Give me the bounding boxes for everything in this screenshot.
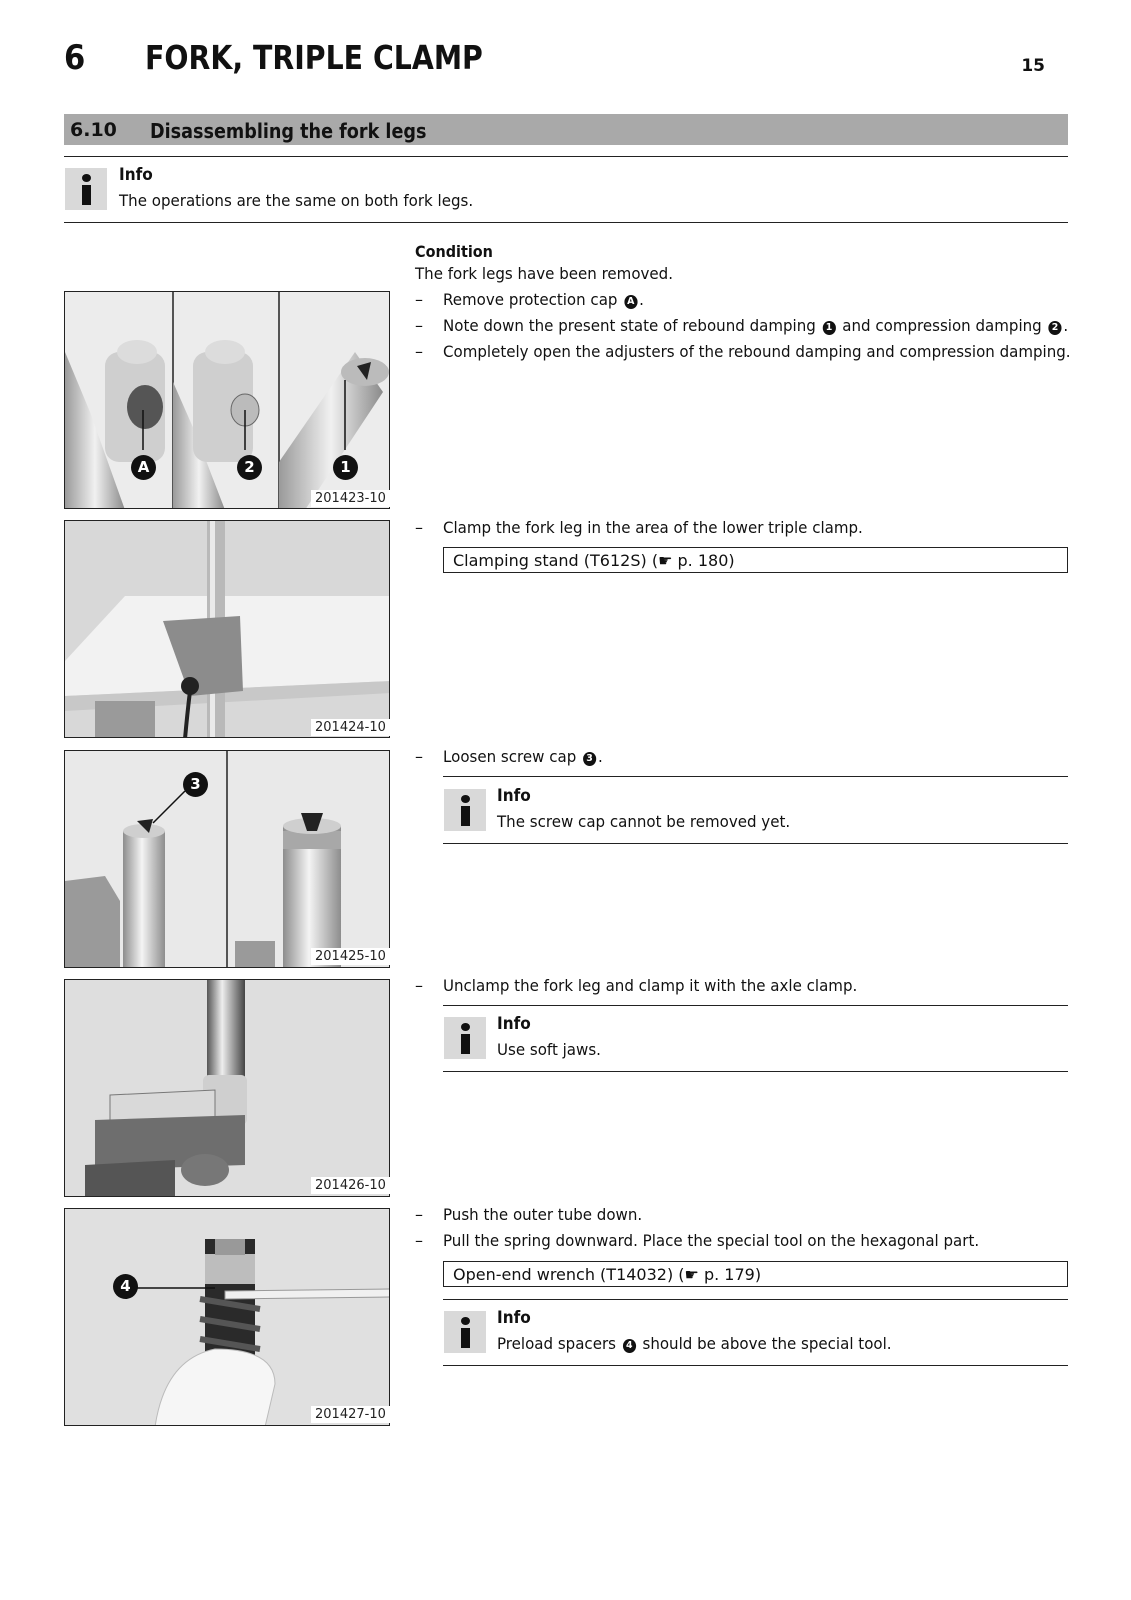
info-icon: [444, 1311, 486, 1353]
divider: [64, 156, 1068, 157]
list-dash: –: [415, 1205, 423, 1224]
info-icon: [444, 1017, 486, 1059]
callout-badge: 3: [583, 752, 596, 766]
callout-badge: 2: [1048, 321, 1061, 335]
list-item: Note down the present state of rebound damping 1 and compression damping 2 .: [443, 316, 1069, 335]
tool-box: Open-end wrench (T14032) (☛ p. 179): [443, 1261, 1068, 1287]
info-heading: Info: [119, 165, 153, 185]
callout-badge: A: [624, 295, 637, 309]
section-number: 6.10: [70, 119, 117, 141]
info-text: The operations are the same on both fork legs.: [119, 191, 474, 210]
list-item: Unclamp the fork leg and clamp it with the axle clamp.: [443, 976, 858, 995]
section-title: Disassembling the fork legs: [150, 119, 427, 143]
info-text: The screw cap cannot be removed yet.: [497, 812, 791, 831]
figure-number: 201424-10: [311, 719, 390, 736]
chapter-title: FORK, TRIPLE CLAMP: [145, 38, 483, 77]
info-icon: [65, 168, 107, 210]
page-number: 15: [1021, 56, 1045, 76]
divider: [443, 1071, 1068, 1072]
list-dash: –: [415, 290, 423, 309]
callout-badge: 4: [113, 1274, 138, 1299]
list-item: Clamp the fork leg in the area of the lower triple clamp.: [443, 518, 863, 537]
list-item: Completely open the adjusters of the rebound damping and compression damping.: [443, 342, 1071, 361]
list-dash: –: [415, 976, 423, 995]
divider: [64, 222, 1068, 223]
figure-number: 201423-10: [311, 490, 390, 507]
info-text: Preload spacers 4 should be above the special tool.: [497, 1334, 892, 1353]
divider: [443, 776, 1068, 777]
info-heading: Info: [497, 1308, 531, 1328]
info-icon: [444, 789, 486, 831]
list-dash: –: [415, 518, 423, 537]
callout-badge: 4: [623, 1339, 636, 1353]
divider: [443, 1299, 1068, 1300]
info-heading: Info: [497, 786, 531, 806]
divider: [443, 843, 1068, 844]
figure-number: 201425-10: [311, 948, 390, 965]
figure-number: 201426-10: [311, 1177, 390, 1194]
divider: [443, 1005, 1068, 1006]
list-item: Push the outer tube down.: [443, 1205, 643, 1224]
list-item: Loosen screw cap 3 .: [443, 747, 603, 766]
callout-badge: 1: [333, 455, 358, 480]
photo-axle-clamp: [64, 979, 390, 1197]
callout-badge: A: [131, 455, 156, 480]
info-heading: Info: [497, 1014, 531, 1034]
figure-number: 201427-10: [311, 1406, 390, 1423]
list-dash: –: [415, 1231, 423, 1250]
callout-badge: 3: [183, 772, 208, 797]
photo-screw-cap: [64, 750, 390, 968]
list-item: Remove protection cap A .: [443, 290, 644, 309]
list-dash: –: [415, 342, 423, 361]
callout-badge: 1: [822, 321, 835, 335]
info-text: Use soft jaws.: [497, 1040, 601, 1059]
callout-badge: 2: [237, 455, 262, 480]
chapter-number: 6: [64, 38, 86, 78]
photo-spring-tool: [64, 1208, 390, 1426]
divider: [443, 1365, 1068, 1366]
tool-box: Clamping stand (T612S) (☛ p. 180): [443, 547, 1068, 573]
condition-text: The fork legs have been removed.: [415, 264, 674, 283]
list-item: Pull the spring downward. Place the special tool on the hexagonal part.: [443, 1231, 980, 1250]
list-dash: –: [415, 747, 423, 766]
list-dash: –: [415, 316, 423, 335]
condition-heading: Condition: [415, 242, 493, 261]
photo-clamping-stand: [64, 520, 390, 738]
